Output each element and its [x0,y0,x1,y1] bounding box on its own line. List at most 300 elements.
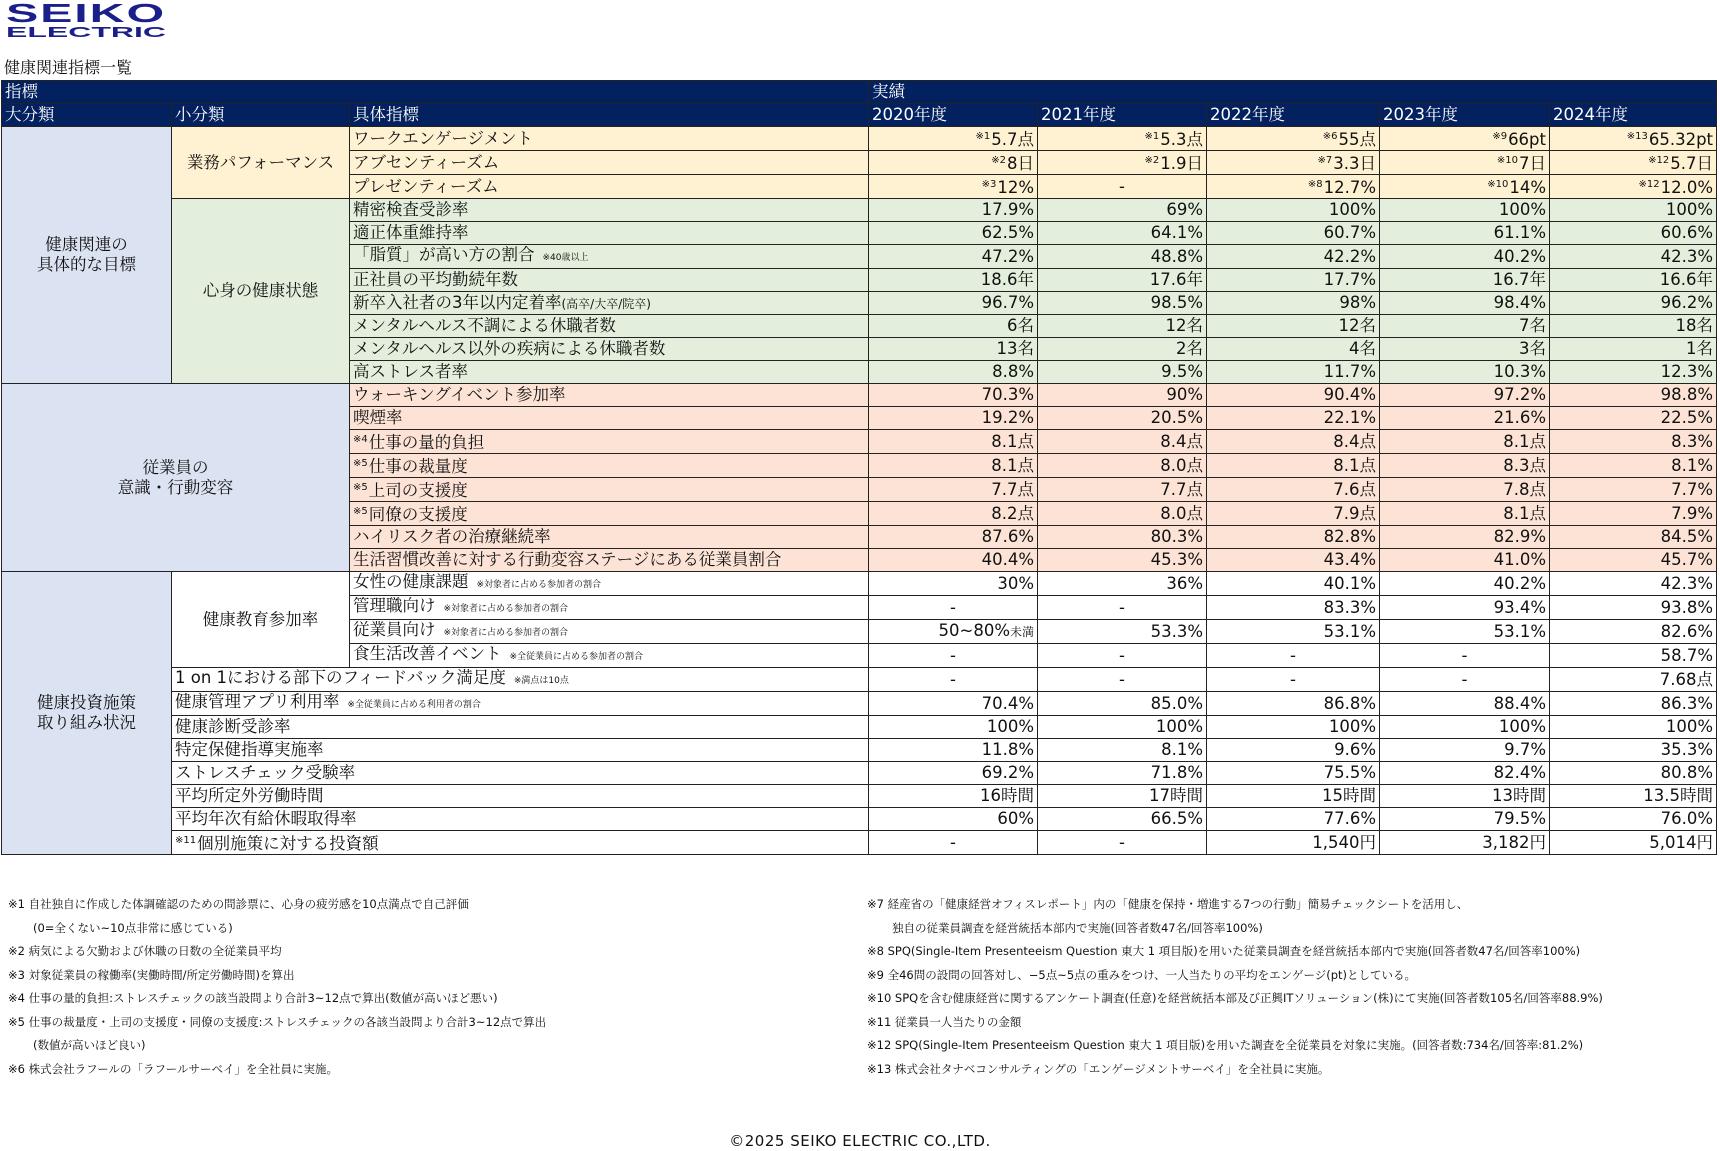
value-cell [1380,478,1550,502]
value-text: 71.8% [1150,763,1204,782]
indicator-text: 食生活改善イベント [353,644,502,663]
value-cell [869,430,1038,454]
footnote-ref: ※9 [1492,131,1508,142]
value-text: 12% [997,178,1035,197]
value-text: - [1119,645,1125,665]
value-cell [869,315,1038,338]
value-text: 66pt [1508,130,1547,149]
value-cell [1550,644,1717,668]
indicator-text: 正社員の平均勤続年数 [353,270,518,289]
value-text: 100% [1328,200,1377,219]
value-text: 17.9% [981,200,1035,219]
footnote-ref: ※13 [1626,131,1648,142]
footnotes-right [867,893,1717,1081]
value-text: 22.5% [1660,408,1714,427]
value-cell [1380,549,1550,572]
value-text: 7.9点 [1333,503,1377,523]
value-text: 16.6年 [1659,270,1714,289]
value-cell [1207,762,1380,785]
value-cell [1038,175,1207,199]
value-cell [1550,620,1717,644]
value-cell [1380,430,1550,454]
indicator-label [350,315,869,338]
value-cell [1380,384,1550,407]
indicator-label [172,785,869,808]
table-body [2,127,1717,855]
value-text: 80.8% [1660,763,1714,782]
header-row-1 [2,81,1717,104]
value-cell [1038,454,1207,478]
value-text: 8.0点 [1160,455,1204,475]
footnote: (0=全くない~10点非常に感じている) [33,920,233,935]
value-text: 100% [1155,717,1204,736]
value-text: 83.3% [1323,597,1377,617]
value-text: 36% [1166,573,1204,593]
value-text: 69% [1166,200,1204,219]
indicator-label [350,151,869,175]
value-text: 14% [1509,178,1547,197]
value-text: 7.6点 [1333,479,1377,499]
value-text: 79.5% [1493,809,1547,828]
indicator-text: 喫煙率 [353,408,403,427]
value-cell [869,785,1038,808]
value-text: - [1119,597,1125,617]
value-cell [1380,151,1550,175]
value-text: 8.4点 [1333,431,1377,451]
value-text: 3名 [1519,339,1547,358]
footnote-ref: ※1 [975,131,991,142]
value-cell [869,526,1038,549]
value-text: 47.2% [981,246,1035,266]
footnote-ref: ※5 [353,482,368,493]
value-cell [1038,338,1207,361]
logo-line1: SEIKO [6,0,166,28]
value-cell [869,338,1038,361]
value-cell [1550,668,1717,692]
value-text: 8.1点 [991,455,1035,475]
value-cell [1207,644,1380,668]
value-cell [1550,831,1717,855]
footnote: ※7 経産省の「健康経営オフィスレポート」内の「健康を保持・増進する7つの行動」簡易チェックシートを活用し、 [867,897,1469,911]
indicator-label [350,430,869,454]
value-text: 100% [1498,200,1547,219]
value-cell [1380,668,1550,692]
indicator-text: 健康診断受診率 [175,717,291,736]
value-text: 76.0% [1660,809,1714,828]
value-text: 8.3点 [1503,455,1547,475]
value-cell [1380,338,1550,361]
value-text: 75.5% [1323,763,1377,782]
value-cell [1207,478,1380,502]
value-text: 43.4% [1323,550,1377,569]
footnote: ※12 SPQ(Single-Item Presenteeism Question 東大 1 項目版)を用いた調査を全従業員を対象に実施。(回答者数:734名/回答率:81.2%) [867,1038,1584,1052]
value-cell [1038,269,1207,292]
value-text: 70.3% [981,385,1035,404]
footnote: ※3 対象従業員の稼働率(実働時間/所定労働時間)を算出 [8,967,295,982]
value-text: 60% [997,809,1035,828]
footnote-ref: ※10 [1496,155,1519,166]
indicator-text: 「脂質」が高い方の割合 [353,245,535,264]
value-cell [1038,549,1207,572]
value-cell [869,668,1038,692]
indicator-label [172,668,869,692]
value-cell [1207,199,1380,222]
value-cell [1380,175,1550,199]
indicator-label [172,762,869,785]
table-row [2,692,1717,716]
value-text: 3,182円 [1482,832,1547,852]
value-cell [1550,808,1717,831]
footnote-ref: ※4 [353,434,368,445]
table-row [2,127,1717,151]
value-text: - [950,645,956,665]
table-row [2,831,1717,855]
value-cell [1380,785,1550,808]
value-cell [1038,572,1207,596]
value-cell [869,502,1038,526]
indicator-label [172,739,869,762]
value-cell [1550,407,1717,430]
header-minor: 小分類 [172,104,350,127]
value-cell [1038,478,1207,502]
value-text: 97.2% [1493,385,1547,404]
value-cell [1550,361,1717,384]
health-indicators-table [1,80,1717,855]
indicator-label [172,831,869,855]
value-cell [1550,127,1717,151]
indicator-text: 1 on 1における部下のフィードバック満足度 [175,668,506,687]
indicator-label [350,199,869,222]
minor-category-education: 健康教育参加率 [172,572,350,668]
value-text: 53.1% [1493,621,1547,641]
value-text: 10.3% [1493,362,1547,381]
value-text: 41.0% [1493,550,1547,569]
value-text: 88.4% [1493,693,1547,713]
value-cell [1207,716,1380,739]
value-cell [1380,831,1550,855]
value-text: 8.1点 [1333,455,1377,475]
value-cell [1207,338,1380,361]
value-text: 93.8% [1660,597,1714,617]
value-text: 17.6年 [1149,270,1204,289]
indicator-label [172,808,869,831]
value-text: 48.8% [1150,246,1204,266]
value-cell [869,549,1038,572]
indicator-label [350,245,869,269]
indicator-text: 上司の支援度 [368,481,468,500]
indicator-text: アブセンティーズム [353,152,500,172]
value-cell [1038,762,1207,785]
value-cell [1038,692,1207,716]
indicator-label [350,454,869,478]
value-cell [1380,407,1550,430]
indicator-label [350,127,869,151]
value-text: 40.2% [1493,246,1547,266]
footnote-ref: ※12 [1638,179,1660,190]
value-text: 6名 [1007,316,1035,335]
value-cell [1550,716,1717,739]
value-text: - [950,597,956,617]
value-cell [1207,384,1380,407]
indicator-text: ウォーキングイベント参加率 [353,385,566,404]
value-text: 64.1% [1150,223,1204,242]
value-cell [1550,430,1717,454]
value-text: 1.9日 [1160,154,1204,173]
value-cell [1207,572,1380,596]
value-text: 12名 [1338,316,1377,335]
value-text: 98.8% [1660,385,1714,404]
value-cell [1207,222,1380,245]
value-text: 84.5% [1660,527,1714,546]
value-text: 93.4% [1493,597,1547,617]
value-text: 87.6% [981,527,1035,546]
value-text: 69.2% [981,763,1035,782]
value-cell [1380,526,1550,549]
value-text: 11.7% [1323,362,1377,381]
header-indicator: 指標 [2,81,869,104]
indicator-text: 適正体重維持率 [353,223,469,242]
value-cell [1380,620,1550,644]
value-cell [869,292,1038,315]
minor-category-health-state: 心身の健康状態 [172,199,350,384]
value-cell [1550,454,1717,478]
footnote-ref: ※5 [353,506,368,517]
value-cell [1038,407,1207,430]
value-cell [1207,292,1380,315]
value-cell [1550,292,1717,315]
value-cell [1550,762,1717,785]
value-text: 13時間 [1492,786,1547,805]
value-cell [1550,572,1717,596]
value-cell [1207,739,1380,762]
indicator-text: プレゼンティーズム [353,176,499,196]
value-text: 80.3% [1150,527,1204,546]
value-text: 82.8% [1323,527,1377,546]
indicator-text: 管理職向け [353,596,436,615]
value-text: 22.1% [1323,408,1377,427]
value-text: 55点 [1338,130,1377,149]
value-cell [869,596,1038,620]
value-text: - [1119,832,1125,852]
footnote: ※5 仕事の裁量度・上司の支援度・同僚の支援度:ストレスチェックの各該当設問より合計3~12点で算出 [8,1014,547,1029]
value-text: 15時間 [1322,786,1377,805]
indicator-label [350,222,869,245]
footnote: ※6 株式会社ラフールの「ラフールサーベイ」を全社員に実施。 [8,1061,338,1076]
value-text: 30% [997,573,1035,593]
value-text: 9.6% [1334,740,1377,759]
value-text: 8.8% [992,362,1035,381]
value-cell [1038,245,1207,269]
header-results: 実績 [869,81,1717,104]
value-cell [1038,785,1207,808]
value-text: 70.4% [981,693,1035,713]
value-cell [869,478,1038,502]
value-cell [1038,151,1207,175]
indicator-label [350,292,869,315]
value-cell [869,222,1038,245]
value-text: 60.6% [1660,223,1714,242]
value-cell [1207,668,1380,692]
indicator-label [350,338,869,361]
value-text: 100% [1328,717,1377,736]
value-text: 12.7% [1323,178,1377,197]
value-text: 18名 [1675,316,1714,335]
value-text: - [1290,645,1296,665]
value-cell [1380,739,1550,762]
value-text: 77.6% [1323,809,1377,828]
value-cell [1550,502,1717,526]
value-cell [1550,222,1717,245]
header-year: 2020年度 [869,104,1038,127]
value-text: 86.8% [1323,693,1377,713]
indicator-text: ハイリスク者の治療継続率 [353,527,551,546]
indicator-text: ワークエンゲージメント [353,128,534,148]
footnote: ※11 従業員一人当たりの金額 [867,1014,1022,1029]
value-text: 8.1% [1161,740,1204,759]
table-row [2,785,1717,808]
value-text: 7.7点 [1160,479,1204,499]
value-text: - [950,669,956,689]
value-cell [1207,549,1380,572]
value-cell [1207,175,1380,199]
value-cell [1207,315,1380,338]
value-cell [869,361,1038,384]
value-cell [1038,292,1207,315]
major-category-health-goals-line2: 具体的な目標 [37,255,136,274]
minor-category-performance: 業務パフォーマンス [172,127,350,199]
indicator-label [350,549,869,572]
major-category-health-investment-line1: 健康投資施策 [37,693,136,712]
indicator-note: ※満点は10点 [513,676,569,686]
value-text: 7.7% [1671,479,1714,499]
value-text: - [1119,176,1125,196]
indicator-label [350,175,869,199]
indicator-qualifier: (高卒/大卒/院卒) [561,296,651,311]
indicator-label [350,361,869,384]
value-cell [869,245,1038,269]
value-cell [1207,361,1380,384]
indicator-text: 平均年次有給休暇取得率 [175,809,357,828]
value-text: 13.5時間 [1643,786,1714,805]
footnote: ※4 仕事の量的負担:ストレスチェックの該当設問より合計3~12点で算出(数値が高いほど悪い) [8,991,498,1005]
footnote-ref: ※3 [981,179,997,190]
indicator-text: 仕事の量的負担 [368,433,485,452]
value-text: 16.7年 [1492,270,1547,289]
footnote-ref: ※5 [353,458,368,469]
value-cell [1380,692,1550,716]
indicator-label [172,716,869,739]
value-cell [1207,785,1380,808]
indicator-note: ※全従業員に占める利用者の割合 [347,700,481,710]
value-cell [1550,692,1717,716]
header-year: 2021年度 [1038,104,1207,127]
footnote: ※2 病気による欠勤および休職の日数の全従業員平均 [8,944,282,958]
major-category-health-goals [2,127,172,384]
value-cell [869,808,1038,831]
header-year: 2022年度 [1207,104,1380,127]
value-cell [869,175,1038,199]
value-text: 45.3% [1150,550,1204,569]
table-row [2,199,1717,222]
value-cell [869,384,1038,407]
indicator-label [172,692,869,716]
value-cell [869,199,1038,222]
value-cell [1207,831,1380,855]
value-cell [1038,831,1207,855]
value-cell [1550,199,1717,222]
value-cell [869,831,1038,855]
indicator-text: 精密検査受診率 [353,200,469,219]
value-text: 66.5% [1150,809,1204,828]
indicator-label [350,384,869,407]
footnote: ※8 SPQ(Single-Item Presenteeism Question 東大 1 項目版)を用いた従業員調査を経営統括本部内で実施(回答者数47名/回答率100%) [867,944,1581,958]
value-cell [869,716,1038,739]
value-text: 5.7点 [991,130,1035,149]
value-cell [1038,716,1207,739]
indicator-note: ※対象者に占める参加者の割合 [443,604,569,614]
indicator-text: 健康管理アプリ利用率 [175,692,340,711]
value-cell [1380,292,1550,315]
value-cell [1380,762,1550,785]
value-text: 98.4% [1493,293,1547,312]
indicator-text: ストレスチェック受験率 [175,763,356,782]
table-row [2,572,1717,596]
value-cell [1038,526,1207,549]
value-text: - [950,832,956,852]
value-text: 16時間 [980,786,1035,805]
value-text: 45.7% [1660,550,1714,569]
value-text: 2名 [1176,339,1204,358]
value-text: 5.7日 [1670,154,1714,173]
value-text: - [1290,669,1296,689]
value-text: 9.5% [1161,362,1204,381]
value-cell [869,572,1038,596]
value-cell [1207,502,1380,526]
indicator-text: 同僚の支援度 [368,505,468,524]
value-text: 100% [1665,200,1714,219]
value-text: 61.1% [1493,223,1547,242]
value-cell [1207,245,1380,269]
value-text: 1名 [1686,339,1714,358]
value-text: 7名 [1519,316,1547,335]
value-text: 53.3% [1150,621,1204,641]
value-cell [1380,572,1550,596]
value-cell [1380,245,1550,269]
value-text: 86.3% [1660,693,1714,713]
value-text: 7.9% [1671,503,1714,523]
indicator-label [350,644,869,668]
value-text: 17時間 [1149,786,1204,805]
indicator-text: 平均所定外労働時間 [175,786,324,805]
value-cell [1207,430,1380,454]
value-cell [1550,175,1717,199]
footnotes-left [8,893,848,1081]
indicator-text: 女性の健康課題 [353,572,469,591]
value-text: 98.5% [1150,293,1204,312]
value-cell [1550,269,1717,292]
footnote: 独自の従業員調査を経営統括本部内で実施(回答者数47名/回答率100%) [892,920,1263,935]
value-cell [1550,478,1717,502]
table-row [2,762,1717,785]
value-text: 13名 [996,339,1035,358]
value-text: 7.7点 [991,479,1035,499]
value-text: 8.1点 [1503,431,1547,451]
value-cell [1380,454,1550,478]
value-text: 50~80% [938,621,1010,640]
value-cell [1038,502,1207,526]
value-text: 65.32pt [1648,130,1714,149]
value-cell [1380,644,1550,668]
